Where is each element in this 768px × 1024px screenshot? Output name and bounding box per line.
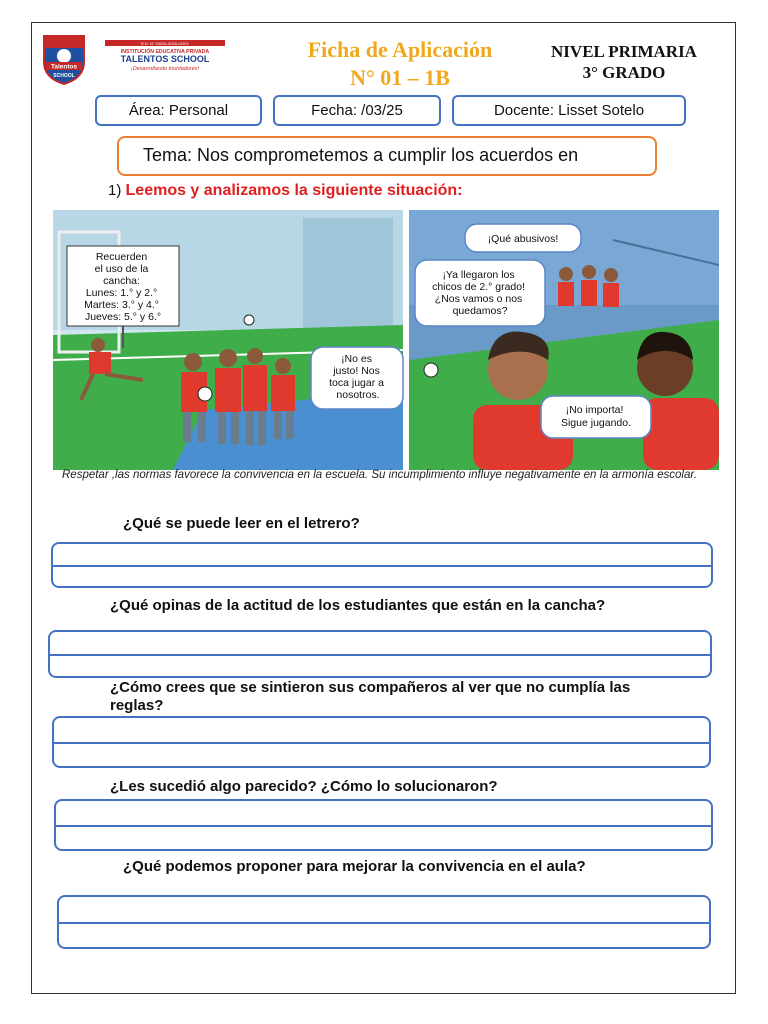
title-line-1: Ficha de Aplicación	[307, 37, 493, 62]
answer-box-5[interactable]	[57, 895, 711, 949]
topic-box: Tema: Nos comprometemos a cumplir los acuerdos en	[117, 136, 657, 176]
svg-text:¡Qué abusivos!: ¡Qué abusivos!	[487, 233, 559, 245]
svg-text:¡Desarrollando triunfadores!: ¡Desarrollando triunfadores!	[130, 66, 200, 72]
area-field: Área: Personal	[95, 95, 262, 126]
answer-box-4[interactable]	[54, 799, 713, 851]
question-1: ¿Qué se puede leer en el letrero?	[123, 515, 360, 532]
sign-line-6: Jueves: 5.° y 6.°	[84, 311, 162, 323]
svg-text:Talentos: Talentos	[50, 63, 78, 71]
section-heading	[108, 182, 463, 200]
level-line-2: 3° GRADO	[582, 63, 666, 82]
sign-line-3: cancha:	[103, 275, 140, 287]
level-line-1: NIVEL PRIMARIA	[551, 42, 697, 61]
svg-text:TALENTOS SCHOOL: TALENTOS SCHOOL	[120, 54, 210, 64]
sign-line-1: Recuerden	[95, 251, 148, 263]
section-title: Leemos y analizamos la siguiente situación:	[125, 182, 463, 199]
teacher-field: Docente: Lisset Sotelo	[452, 95, 686, 126]
svg-text:R.D. N° 00030-2018-UGEL: R.D. N° 00030-2018-UGEL	[140, 41, 190, 46]
question-4: ¿Les sucedió algo parecido? ¿Cómo lo solucionaron?	[110, 778, 498, 795]
svg-text:¡No es justo! Nos: ¡No es justo! Nos toca jugar a nosotros.	[329, 353, 384, 401]
right-panel	[409, 210, 719, 470]
comic-caption: Respetar ,las normas favorece la convivencia en la escuela. Su incumplimiento influye negativamente en la armonía escolar.	[62, 469, 697, 481]
question-5: ¿Qué podemos proponer para mejorar la convivencia en el aula?	[123, 858, 586, 875]
institution-banner	[105, 40, 225, 74]
left-panel	[53, 210, 403, 470]
answer-box-1[interactable]	[51, 542, 713, 588]
svg-text:SCHOOL: SCHOOL	[53, 73, 75, 79]
date-field: Fecha: /03/25	[273, 95, 441, 126]
question-2: ¿Qué opinas de la actitud de los estudiantes que están en la cancha?	[110, 597, 606, 614]
svg-text:¡No importa! Sigue jugan: ¡No importa! Sigue jugando.	[560, 404, 632, 429]
comic-illustration	[53, 210, 719, 470]
svg-text:¡Ya llegaron los chicos: ¡Ya llegaron los chicos de 2.° grado! ¿Nos vamos o nos quedamos?	[432, 269, 525, 317]
answer-box-2[interactable]	[48, 630, 712, 678]
answer-box-3[interactable]	[52, 716, 711, 768]
sign-line-5: Martes: 3.° y 4.°	[84, 299, 159, 311]
sign-line-2: el uso de la	[94, 263, 149, 275]
svg-text:INSTITUCIÓN EDUCATIVA PRIVADA: INSTITUCIÓN EDUCATIVA PRIVADA	[120, 49, 210, 55]
sign-line-4: Lunes: 1.° y 2.°	[85, 287, 158, 299]
school-logo	[40, 32, 88, 86]
grade-level	[540, 41, 708, 83]
section-number: 1)	[108, 182, 122, 199]
worksheet-title	[270, 36, 530, 92]
question-3: ¿Cómo crees que se sintieron sus compañeros al ver que no cumplía las reglas?	[110, 679, 631, 714]
title-line-2: N° 01 – 1B	[350, 65, 450, 90]
